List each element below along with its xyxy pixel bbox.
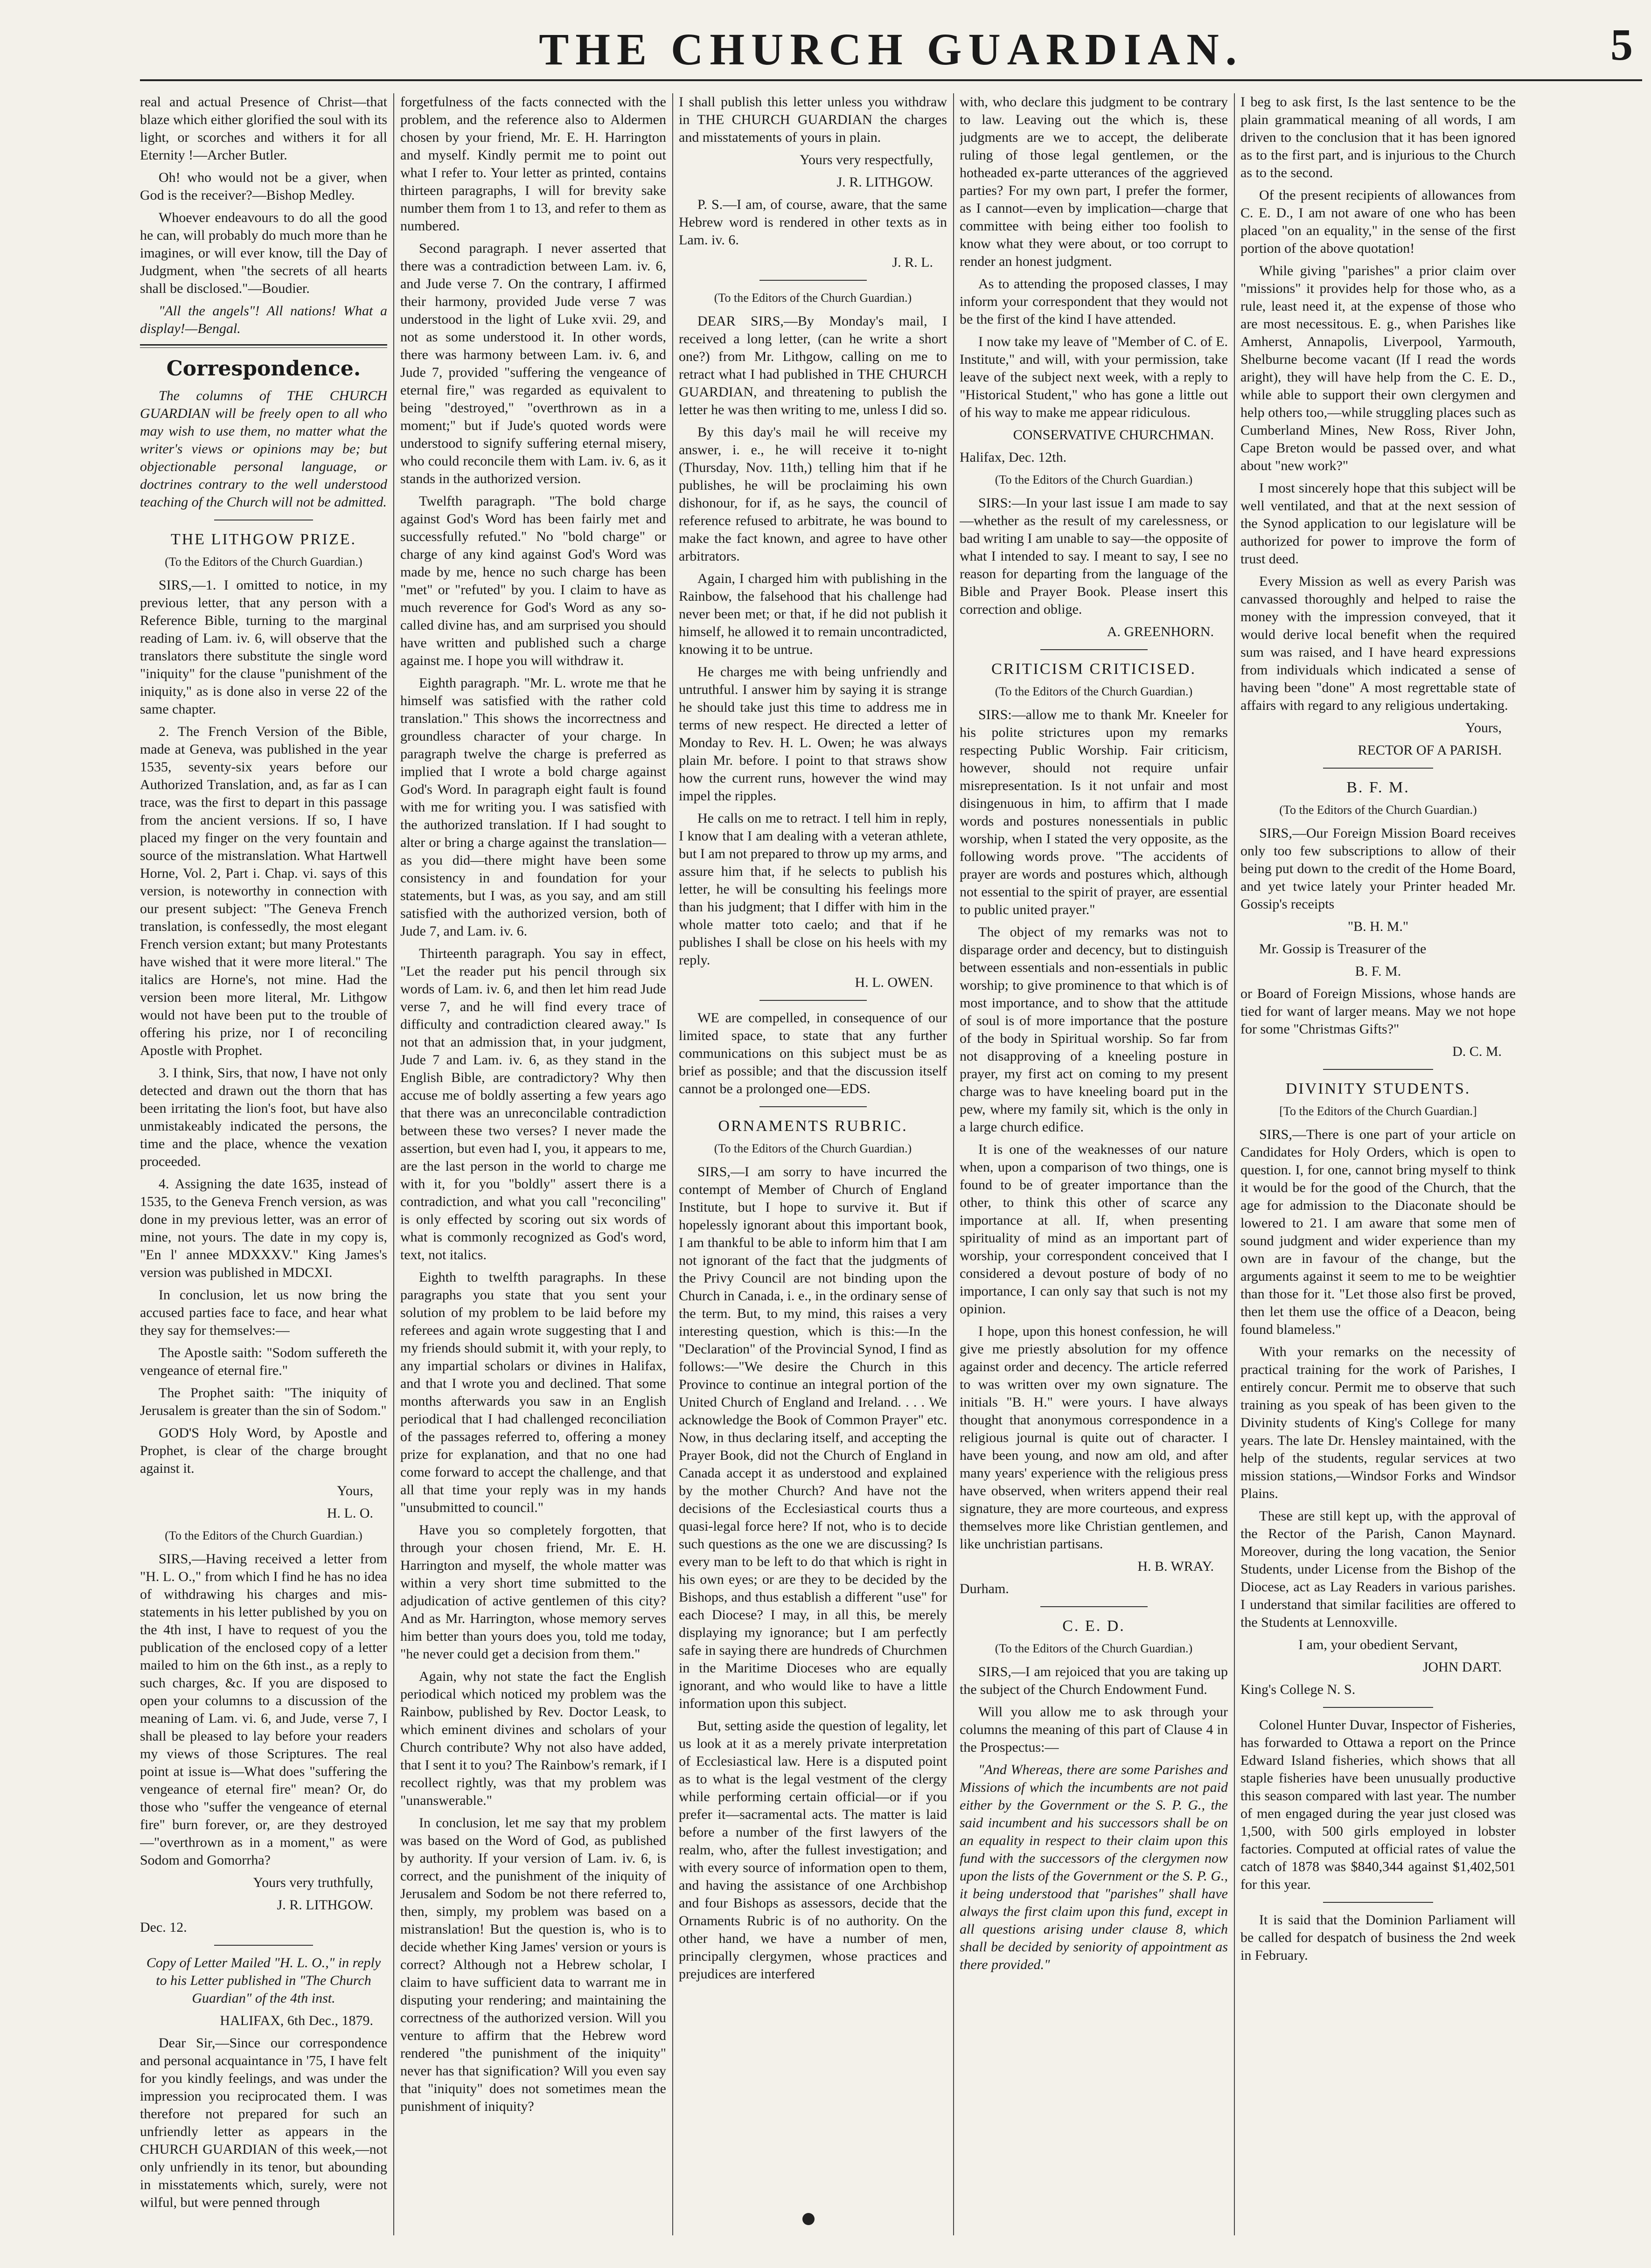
signature: JOHN DART.	[1422, 1659, 1502, 1675]
paragraph: 3. I think, Sirs, that now, I have not only detected and drawn out the thorn that has been irritating the lion's foot, but have also unmistakeably indicated the persons, the time and the place, whence the vexation proceeded.	[140, 1065, 387, 1169]
section-rule	[140, 344, 387, 348]
paragraph: Oh! who would not be a giver, when God is the receiver?—Bishop Medley.	[140, 170, 387, 203]
paragraph: Eighth paragraph. "Mr. L. wrote me that he himself was satisfied with the rather cold translation." This shows the incorrectness and groundless character of your charge. In paragraph twelve the charge is preferred as implied that I wrote a bold charge against God's Word. In paragraph eight fault is found with me for writing you. I was satisfied with the authorized translation. If I had sought to alter or bring a charge against the translation—as you did—there might have been some consistency in and foundation for your statements, but I was, as you say, and am still satisfied with the authorized version, both of Jude 7, and Lam. iv. 6.	[400, 675, 666, 939]
editors-note: (To the Editors of the Church Guardian.)	[1279, 803, 1477, 817]
signature: H. L. O.	[327, 1505, 373, 1521]
paragraph: DEAR SIRS,—By Monday's mail, I received a long letter, (can he write a short one?) from Mr. Lithgow, calling on me to retract what I had published in THE CHURCH GUARDIAN, and threatening to publish the letter he was then writing to me, unless I did so.	[679, 313, 947, 417]
column-divider	[672, 93, 673, 2235]
paragraph: Twelfth paragraph. "The bold charge against God's Word has been fairly met and successfully refuted." No "bold charge" or charge of any kind against God's Word was made by me, hence no such charge has been "met" or "refuted" by you. I claim to have as much reverence for God's Word as any so-called divine has, and am surprised you should have written and published such a charge against me. I hope you will withdraw it.	[400, 493, 666, 668]
paragraph: with, who declare this judgment to be contrary to law. Leaving out the which is, these judgments are we to accept, the deliberate ruling of those legal gentlemen, or the hotheaded ex-parte utterances of the aggrieved parties? For my own part, I prefer the former, as I cannot—even by implication—charge that committee with being either too foolish to know what they were about, or too corrupt to render an honest judgment.	[960, 94, 1228, 269]
editors-note: (To the Editors of the Church Guardian.)	[714, 291, 912, 305]
paragraph: SIRS:—In your last issue I am made to say—whether as the result of my carelessness, or bad writing I am unable to say—the opposite of what I intended to say. I meant to say, I see no reason for departing from the language of the Bible and Prayer Book. Please insert this correction and oblige.	[960, 495, 1228, 617]
paragraph: Have you so completely forgotten, that through your chosen friend, Mr. E. H. Harrington and myself, the whole matter was within a very short time submitted to the adjudication of active gentlemen of this city? And as Mr. Harrington, whose memory serves him better than yours does you, told me today, "he never could get a decision from them."	[400, 1522, 666, 1662]
divider	[1040, 1606, 1148, 1607]
signature: D. C. M.	[1452, 1044, 1502, 1059]
paragraph: The object of my remarks was not to disparage order and decency, but to distinguish between essentials and non-essentials in public worship; to give prominence to that which is of most importance, and to show that the attitude of soul is of more importance that the posture of the body in Spiritual worship. So far from not disapproving of a kneeling posture in prayer, my first act on coming to my present charge was to have kneeling board put in the pew, where my family sit, which is the only in a large church edifice.	[960, 924, 1228, 1135]
paragraph: By this day's mail he will receive my answer, i. e., he will receive it to-night (Thursday, Nov. 11th,) telling him that if he publishes, he will be proclaiming his own dishonour, for if, as he says, the council of reference refused to arbitrate, he was bound to make the fact known, and agree to have other arbitrators.	[679, 424, 947, 564]
newspaper-title: THE CHURCH GUARDIAN.	[539, 24, 1243, 74]
editors-note: (To the Editors of the Church Guardian.)	[995, 1642, 1193, 1655]
paragraph: It is one of the weaknesses of our nature when, upon a comparison of two things, one is found to be of greater importance than the other, to think this other of scarce any importance at all. If, when presenting spirituality of mind as an important part of worship, your correspondent conceived that I considered a devout posture of body of no importance, I can only say that such is not my opinion.	[960, 1142, 1228, 1317]
paragraph: Mr. Gossip is Treasurer of the	[1259, 941, 1427, 957]
centered-line: B. F. M.	[1355, 964, 1401, 979]
paragraph: 4. Assigning the date 1635, instead of 1535, to the Geneva French version, as was done in my previous letter, was an error of mine, not yours. The date in my copy is, "En l' annee MDXXXV." King James's version was published in MDCXI.	[140, 1176, 387, 1280]
centered-line: "B. H. M."	[1347, 919, 1409, 934]
paragraph: real and actual Presence of Christ—that blaze which either glorified the soul with its light, or scorches and withers it for all Eternity !—Archer Butler.	[140, 94, 387, 163]
divider	[1323, 1069, 1433, 1070]
dateline: HALIFAX, 6th Dec., 1879.	[220, 2013, 373, 2028]
paragraph: In conclusion, let us now bring the accused parties face to face, and hear what they say for themselves:—	[140, 1287, 387, 1338]
article-heading: THE LITHGOW PRIZE.	[170, 531, 357, 548]
paragraph: SIRS:—allow me to thank Mr. Kneeler for his polite strictures upon my remarks respecting Public Worship. Fair criticism, however, should not require unfair misrepresentation. Is it not unfair and most disingenuous in him, to affirm that I made words and postures nonessentials in public worship, when I stated the very opposite, as the following words prove. "The accidents of prayer are words and postures which, although not essential to the spirit of prayer, are essential to public united prayer."	[960, 707, 1228, 917]
paragraph: P. S.—I am, of course, aware, that the same Hebrew word is rendered in other texts as in Lam. iv. 6.	[679, 197, 947, 248]
paragraph: He charges me with being unfriendly and untruthful. I answer him by saying it is strange he should take just this time to address me in terms of new respect. He directed a letter of Monday to Rev. H. L. Owen; he was always plain Mr. before. I point to that straws show how the current runs, however the wind may impel the ripples.	[679, 664, 947, 804]
article-heading: C. E. D.	[1062, 1617, 1125, 1635]
divider	[214, 1945, 313, 1946]
paragraph: The Apostle saith: "Sodom suffereth the vengeance of eternal fire."	[140, 1345, 387, 1378]
paragraph: GOD'S Holy Word, by Apostle and Prophet, is clear of the charge brought against it.	[140, 1425, 387, 1476]
quotation: "And Whereas, there are some Parishes and Missions of which the incumbents are not paid either by the Government or the S. P. G., the said incumbent and his successors shall be on an equality in respect to their claim upon this fund with the successors of the clergymen now upon the lists of the Government or the S. P. G., it being understood that "parishes" shall have always the first claim upon this fund, except in all questions arising under clause 8, which shall be decided by seniority of appointment as there provided."	[960, 1762, 1228, 1972]
section-title: Correspondence.	[166, 357, 361, 381]
paragraph: Dear Sir,—Since our correspondence and personal acquaintance in '75, I have felt for you kindly feelings, and was under the impression you reciprocated them. I was therefore not prepared for such an unfriendly letter as appears in the CHURCH GUARDIAN of this week,—not only unfriendly in its tenor, but abounding in misstatements which, surely, were not wilful, but were penned through	[140, 2035, 387, 2210]
divider	[759, 1106, 867, 1107]
paragraph: or Board of Foreign Missions, whose hands are tied for want of larger means. May we not hope for some "Christmas Gifts?"	[1240, 986, 1516, 1037]
signature: CONSERVATIVE CHURCHMAN.	[1013, 427, 1214, 443]
paragraph: SIRS,—Our Foreign Mission Board receives only too few subscriptions to allow of their being put down to the credit of the Home Board, and yet twice lately your Printer headed Mr. Gossip's receipts	[1240, 825, 1516, 912]
paragraph: With your remarks on the necessity of practical training for the work of Parishes, I entirely concur. Permit me to observe that such training as you speak of has been given to the Divinity students of King's College for many years. The late Dr. Hensley maintained, with the help of the students, regular services at two mission stations,—Windsor Forks and Windsor Plains.	[1240, 1344, 1516, 1501]
paragraph: Thirteenth paragraph. You say in effect, "Let the reader put his pencil through six words of Lam. iv. 6, and then let him read Jude verse 7, and he will find every trace of difficulty and contradiction cleared away." Is not that an admission that, in your judgment, Jude 7 and Lam. iv. 6, as they stand in the English Bible, are contradictory? Why then accuse me of boldly asserting a few years ago that there was an unreconcilable contradiction between these two verses? I never made the assertion, but even had I, you, it appears to me, are the last person in the world to charge me with it, for you "boldly" assert there is a contradiction, and what you call "reconciling" is only effected by scoring out six words of what is commonly recognized as God's word, text, not italics.	[400, 946, 666, 1262]
paragraph: It is said that the Dominion Parliament will be called for despatch of business the 2nd week in February.	[1240, 1912, 1516, 1963]
editors-note: (To the Editors of the Church Guardian.)	[995, 685, 1193, 698]
signature: J. R. LITHGOW.	[836, 174, 933, 190]
paragraph: WE are compelled, in consequence of our limited space, to state that any further communications on this subject must be as brief as possible; and that the discussion itself cannot be a prolonged one—EDS.	[679, 1010, 947, 1096]
paragraph: I hope, upon this honest confession, he will give me priestly absolution for my offence against order and decency. The article referred to was written over my own signature. The initials "B. H." were yours. I have always thought that anonymous correspondence in a religious journal is quite out of character. I have been young, and now am old, and after many years' experience with the religious press have observed, when writers append their real signature, they are more courteous, and express themselves more like Christian gentlemen, and like unchristian partisans.	[960, 1324, 1228, 1552]
masthead	[140, 19, 1642, 89]
masthead-rule	[140, 79, 1642, 81]
page-number: 5	[1610, 20, 1633, 69]
signature: H. L. OWEN.	[855, 975, 933, 990]
column-3	[679, 93, 947, 2235]
article-heading: DIVINITY STUDENTS.	[1285, 1080, 1471, 1097]
paragraph: As to attending the proposed classes, I may inform your correspondent that they would not be the first of the kind I have attended.	[960, 276, 1228, 327]
paragraph: He calls on me to retract. I tell him in reply, I know that I am dealing with a veteran athlete, but I am not prepared to throw up my arms, and assure him that, if he selects to publish his letter, he will be consulting his feelings more than his judgment; that I differ with him in the whole matter toto caelo; and that if he publishes I shall be close on his heels with my reply.	[679, 811, 947, 968]
paragraph: Again, I charged him with publishing in the Rainbow, the falsehood that his challenge had never been met; or that, if he did not publish it himself, he allowed it to remain uncontradicted, knowing it to be untrue.	[679, 571, 947, 657]
editors-note: (To the Editors of the Church Guardian.)	[714, 1142, 912, 1155]
divider	[759, 1000, 867, 1001]
signature: J. R. L.	[892, 255, 933, 270]
paragraph: SIRS,—Having received a letter from "H. L. O.," from which I find he has no idea of withdrawing his charges and mis-statements in his letter published by you on the 4th inst, I have to request of you the publication of the enclosed copy of a letter mailed to him on the 6th inst., as a reply to such charges, &c. If you are disposed to open your columns to a discussion of the meaning of Lam. vi. 6, and Jude, verse 7, I shall be pleased to lay before your readers my views of those Scriptures. The real point at issue is—What does "suffering the vengeance of eternal fire" mean? Or, do those who "suffer the vengeance of eternal fire" burn forever, or, are they destroyed—"overthrown as in a moment," as were Sodom and Gomorrha?	[140, 1551, 387, 1868]
signature: Yours very truthfully,	[253, 1875, 373, 1890]
article-heading: CRITICISM CRITICISED.	[991, 660, 1196, 678]
article-heading: B. F. M.	[1346, 779, 1410, 796]
divider	[1323, 768, 1433, 769]
column-divider	[953, 93, 954, 2235]
editors-note: [To the Editors of the Church Guardian.]	[1279, 1104, 1477, 1118]
divider	[759, 280, 867, 281]
paragraph: But, setting aside the question of legality, let us look at it as a merely private interpretation of Ecclesiastical law. Here is a disputed point as to what is the legal vestment of the clergy while performing certain official—or if you prefer it—sacramental acts. The matter is laid before a number of the first lawyers of the realm, who, after the fullest investigation; and with every source of information open to them, and having the assistance of one Archbishop and four Bishops as assessors, decide that the Ornaments Rubric is of no authority. On the other hand, we have a number of men, principally clergymen, whose practices and prejudices are interfered	[679, 1718, 947, 1982]
signature: Yours,	[337, 1483, 373, 1498]
editors-note: (To the Editors of the Church Guardian.)	[995, 473, 1193, 486]
signature: Yours very respectfully,	[800, 152, 933, 167]
subheading: Copy of Letter Mailed "H. L. O.," in reply to his Letter published in "The Church Guardian" of the 4th inst.	[146, 1955, 381, 2006]
article-heading: ORNAMENTS RUBRIC.	[718, 1117, 908, 1135]
paragraph: SIRS,—1. I omitted to notice, in my previous letter, that any person with a Reference Bible, turning to the marginal reading of Lam. iv. 6, will observe that the translators there substitute the single word "iniquity" for the clause "punishment of the iniquity," as is done also in verse 22 of the same chapter.	[140, 577, 387, 717]
editors-note: (To the Editors of the Church Guardian.)	[165, 1529, 362, 1542]
place: King's College N. S.	[1240, 1682, 1356, 1697]
column-divider	[393, 93, 394, 2235]
paragraph: I beg to ask first, Is the last sentence to be the plain grammatical meaning of all words, I am driven to the conclusion that it has been ignored as to the first part, and is injurious to the Church as to the second.	[1240, 94, 1516, 180]
column-2	[400, 93, 666, 2235]
paragraph: Eighth to twelfth paragraphs. In these paragraphs you state that you sent your solution of my problem to be laid before my referees and again wrote suggesting that I and my friends should submit it, with your reply, to any impartial scholars or divines in Halifax, and that I wrote you and declined. That some months afterwards you saw in an English periodical that I had challenged reconciliation of the passages referred to, offering a money prize for explanation, and that no one had come forward to accept the challenge, and that all that time your reply was in my hands "unsubmitted to council."	[400, 1269, 666, 1515]
paragraph: I most sincerely hope that this subject will be well ventilated, and that at the next session of the Synod application to our legislature will be authorized for power to improve the form of trust deed.	[1240, 480, 1516, 567]
editors-note: (To the Editors of the Church Guardian.)	[165, 555, 362, 569]
signature: Yours,	[1465, 720, 1502, 735]
paragraph: Will you allow me to ask through your columns the meaning of this part of Clause 4 in the Prospectus:—	[960, 1704, 1228, 1755]
paragraph: "All the angels"! All nations! What a display!—Bengal.	[140, 303, 387, 336]
editorial-notice: The columns of THE CHURCH GUARDIAN will be freely open to all who may wish to use them, no matter what the writer's views or opinions may be; but objectionable personal language, or doctrines contrary to the well understood teaching of the Church will not be admitted.	[140, 388, 387, 510]
column-4	[960, 93, 1228, 2235]
paragraph: The Prophet saith: "The iniquity of Jerusalem is greater than the sin of Sodom."	[140, 1385, 387, 1418]
divider	[1040, 649, 1148, 650]
signature: RECTOR OF A PARISH.	[1358, 742, 1502, 758]
printer-ornament	[802, 2213, 815, 2225]
signature: I am, your obedient Servant,	[1298, 1637, 1458, 1652]
paragraph: Colonel Hunter Duvar, Inspector of Fisheries, has forwarded to Ottawa a report on the Prince Edward Island fisheries, which shows that all staple fisheries have been unusually productive this season compared with last year. The number of men engaged during the year just closed was 1,500, with 500 girls employed in lobster factories. Computed at official rates of value the catch of 1878 was $840,344 against $1,402,501 for this year.	[1240, 1717, 1516, 1892]
signature: H. B. WRAY.	[1137, 1559, 1214, 1574]
date: Dec. 12.	[140, 1920, 187, 1935]
paragraph: SIRS,—I am rejoiced that you are taking up the subject of the Church Endowment Fund.	[960, 1664, 1228, 1697]
paragraph: In conclusion, let me say that my problem was based on the Word of God, as published by authority. If your version of Lam. iv. 6, is correct, and the punishment of the iniquity of Jerusalem and Sodom be not there referred to, then, simply, my problem was based on a mistranslation! But the question is, who is to decide whether King James' version or yours is correct? Although not a Hebrew scholar, I claim to have sufficient data to warrant me in disputing your rendering; and maintaining the correctness of the authorized version. Will you venture to affirm that the Hebrew word rendered "the punishment of the iniquity" never has that signification? Will you even say that "iniquity" does not sometimes mean the punishment of iniquity?	[400, 1815, 666, 2114]
signature: J. R. LITHGOW.	[277, 1897, 373, 1913]
paragraph: Whoever endeavours to do all the good he can, will probably do much more than he imagines, or will ever know, till the Day of Judgment, when "the secrets of all hearts shall be disclosed."—Boudier.	[140, 210, 387, 296]
paragraph: 2. The French Version of the Bible, made at Geneva, was published in the year 1535, seventy-six years before our Authorized Translation, and, as far as I can trace, was the first to depart in this passage from the ancient versions. If so, I have placed my finger on the very fountain and source of the mistranslation. What Hartwell Horne, Vol. 2, Part i. Chap. vi. says of this version, is noteworthy in connection with our present subject: "The Geneva French translation, is confessedly, the most elegant French version extant; but many Protestants have wished that it were more literal." The italics are Horne's, not mine. Had the version been more literal, Mr. Lithgow would not have been put to the trouble of offering his prize, nor I of reconciling Apostle with Prophet.	[140, 724, 387, 1058]
column-5	[1240, 93, 1516, 2235]
divider	[1323, 1707, 1433, 1708]
column-divider	[1234, 93, 1235, 2235]
paragraph: I shall publish this letter unless you withdraw in THE CHURCH GUARDIAN the charges and misstatements of yours in plain.	[679, 94, 947, 145]
paragraph: Every Mission as well as every Parish was canvassed thoroughly and helped to raise the money with the impression conveyed, that it would derive local benefit when the required sum was raised, and I have heard expressions from individuals which indicated a sense of having been "done" A most regrettable state of affairs with regard to any religious undertaking.	[1240, 574, 1516, 713]
paragraph: These are still kept up, with the approval of the Rector of the Parish, Canon Maynard. Moreover, during the long vacation, the Senior Students, under License from the Bishop of the Diocese, act as Lay Readers in various parishes. I understand that similar facilities are offered to the Students at Lennoxville.	[1240, 1508, 1516, 1630]
paragraph: Again, why not state the fact the English periodical which noticed my problem was the Rainbow, published by Rev. Doctor Leask, to which eminent divines and scholars of your Church contribute? Why not also have added, that I sent it to you? The Rainbow's remark, if I recollect rightly, was that my problem was "unanswerable."	[400, 1669, 666, 1808]
place: Durham.	[960, 1581, 1009, 1596]
dateline: Halifax, Dec. 12th.	[960, 450, 1067, 465]
paragraph: SIRS,—I am sorry to have incurred the contempt of Member of Church of England Institute, but I hope to survive it. But if hopelessly ignorant about this important book, I am thankful to be able to inform him that I am not ignorant of the fact that the judgments of the Privy Council are not binding upon the Church in Canada, i. e., in the ordinary sense of the term. But, to my mind, this raises a very interesting question, which is this:—In the "Declaration" of the Provincial Synod, I find as follows:—"We desire the Church in this Province to continue an integral portion of the United Church of England and Ireland. . . . We acknowledge the Book of Common Prayer" etc. Now, in thus declaring itself, and accepting the Prayer Book, did not the Church of England in Canada accept it as understood and explained by the mother Church? And have not the decisions of the Ecclesiastical courts thus a quasi-legal force here? If not, who is to decide such questions as the one we are discussing? Is every man to be left to do that which is right in his own eyes; or are they to be decided by the Bishops, and thus establish a different "use" for each Diocese? I may, in all this, be merely displaying my ignorance; but I am perfectly safe in saying there are hundreds of Churchmen in the Maritime Dioceses who are equally ignorant, and who would like to have a little information upon this subject.	[679, 1164, 947, 1711]
paragraph: SIRS,—There is one part of your article on Candidates for Holy Orders, which is open to question. I, for one, cannot bring myself to think it would be for the good of the Church, that the age for admission to the Diaconate should be lowered to 21. I am aware that some men of sound judgment and wider experience than my own are in favour of the change, but the arguments against it seem to me to be weightier than those for it. "Let those also first be proved, then let them use the office of a Deacon, being found blameless."	[1240, 1127, 1516, 1337]
paragraph: While giving "parishes" a prior claim over "missions" it provides help for those who, as a rule, least need it, at the expense of those who are most necessitous. E. g., when Parishes like Amherst, Annapolis, Liverpool, Yarmouth, Shelburne become vacant (If I read the words aright), they will have help from the C. E. D., while able to support their own clergymen and help others too,—while struggling places such as Cumberland Mines, New Ross, River John, Cape Breton would be passed over, and what about "new work?"	[1240, 263, 1516, 473]
divider	[1323, 1902, 1433, 1903]
signature: A. GREENHORN.	[1107, 624, 1214, 639]
column-1	[140, 93, 387, 2235]
paragraph: Second paragraph. I never asserted that there was a contradiction between Lam. iv. 6, and Jude verse 7. On the contrary, I affirmed their harmony, provided Jude verse 7 was understood in the light of Luke xvii. 29, and not as some understood it. In other words, there was harmony between Lam. iv. 6, and Jude 7, provided "suffering the vengeance of eternal fire," was regarded as equivalent to being "destroyed," "overthrown as in a moment;" but if Jude's quoted words were understood to signify suffering eternal misery, who could reconcile them with Lam. iv. 6, as it stands in the authorized version.	[400, 241, 666, 486]
paragraph: Of the present recipients of allowances from C. E. D., I am not aware of one who has been placed "on an equality," in the sense of the first portion of the above quotation!	[1240, 187, 1516, 256]
paragraph: forgetfulness of the facts connected with the problem, and the reference also to Aldermen chosen by your friend, Mr. E. H. Harrington and myself. Kindly permit me to point out what I refer to. Your letter as printed, contains thirteen paragraphs, I will for brevity sake number them from 1 to 13, and refer to them as numbered.	[400, 94, 666, 234]
paragraph: I now take my leave of "Member of C. of E. Institute," and will, with your permission, take leave of the subject next week, with a reply to "Historical Student," who has gone a little out of his way to make me appear ridiculous.	[960, 334, 1228, 420]
